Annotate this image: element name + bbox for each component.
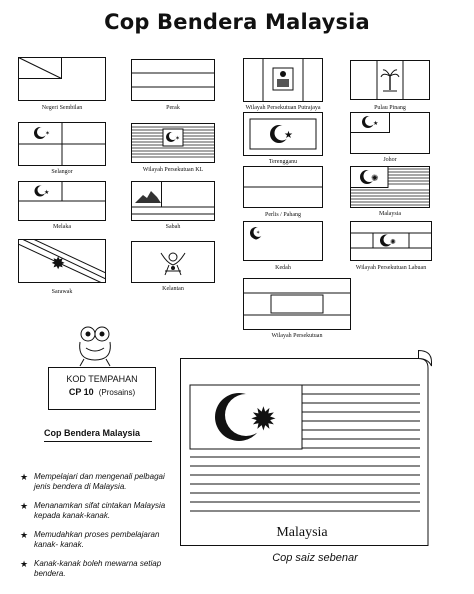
flag-selangor <box>18 122 106 166</box>
flag-melaka <box>18 181 106 221</box>
kod-code <box>49 387 155 397</box>
svg-text:✺: ✺ <box>371 173 379 183</box>
flag-perlis-pahang <box>243 166 323 208</box>
flag-kelantan <box>131 241 215 283</box>
subtitle-underline <box>44 441 152 442</box>
flag-putrajaya <box>243 58 323 102</box>
caption-sabah: Sabah <box>165 224 181 230</box>
big-flag-caption: Malaysia <box>276 525 328 540</box>
page-title: Cop Bendera Malaysia <box>104 10 370 34</box>
svg-text:✺: ✺ <box>390 239 396 246</box>
caption-negeri-sembilan: Negeri Sembilan <box>41 105 83 111</box>
list-item <box>20 472 180 492</box>
caption-perak: Perak <box>166 105 180 111</box>
caption-terengganu: Terengganu <box>268 159 298 165</box>
flag-labuan <box>350 221 432 261</box>
list-item <box>20 530 180 550</box>
caption-kl: Wilayah Persekutuan KL <box>142 167 204 173</box>
svg-text:★: ★ <box>284 130 293 141</box>
section-subtitle: Cop Bendera Malaysia <box>44 428 141 438</box>
star-bullet-icon: ★ <box>20 530 29 540</box>
caption-sarawak: Sarawak <box>51 289 73 295</box>
flag-kl <box>131 123 215 163</box>
big-stamp <box>176 348 438 550</box>
kod-tempahan-box <box>48 367 156 410</box>
svg-text:✶: ✶ <box>256 230 261 236</box>
flag-sabah <box>131 181 215 221</box>
list-item <box>20 559 180 579</box>
star-bullet-icon: ★ <box>20 472 29 482</box>
svg-text:✶: ✶ <box>45 131 51 137</box>
svg-text:★: ★ <box>44 190 50 196</box>
flag-johor <box>350 112 430 154</box>
svg-text:★: ★ <box>373 121 379 127</box>
caption-pulau-pinang: Pulau Pinang <box>374 105 406 111</box>
caption-kedah: Kedah <box>275 265 291 271</box>
caption-perlis-pahang: Perlis / Pahang <box>265 212 301 218</box>
caption-putrajaya: Wilayah Persekutuan Putrajaya <box>245 105 321 111</box>
flag-malaysia-small <box>350 166 430 208</box>
caption-kelantan: Kelantan <box>162 286 184 292</box>
flag-pulau-pinang <box>350 60 430 100</box>
bullet-text: Kanak-kanak boleh mewarna setiap bendera. <box>34 559 162 578</box>
caption-malaysia-small: Malaysia <box>379 211 401 217</box>
bullet-text: Mempelajari dan mengenali pelbagai jenis bendera di Malaysia. <box>34 472 165 491</box>
caption-persekutuan: Wilayah Persekutuan <box>271 333 323 339</box>
caption-melaka: Melaka <box>53 224 71 230</box>
actual-size-note: Cop saiz sebenar <box>272 552 358 564</box>
svg-text:✹: ✹ <box>250 401 277 437</box>
flag-sarawak <box>18 239 106 283</box>
kod-variant: (Prosains) <box>98 388 136 397</box>
kod-label: KOD TEMPAHAN <box>66 374 138 384</box>
flag-kedah <box>243 221 323 261</box>
star-bullet-icon: ★ <box>20 501 29 511</box>
list-item <box>20 501 180 521</box>
caption-selangor: Selangor <box>51 169 73 175</box>
bullet-text: Menanamkan sifat cintakan Malaysia kepada kanak-kanak. <box>34 501 166 520</box>
star-bullet-icon: ★ <box>20 559 29 569</box>
kod-code-value: CP 10 <box>68 387 94 397</box>
frog-mascot-icon <box>74 326 114 368</box>
caption-johor: Johor <box>383 157 397 163</box>
flag-terengganu <box>243 112 323 156</box>
caption-labuan: Wilayah Persekutuan Labuan <box>355 265 427 271</box>
bullet-text: Memudahkan proses pembelajaran kanak- kanak. <box>34 530 160 549</box>
bullet-list <box>20 472 180 588</box>
flag-persekutuan <box>243 278 351 330</box>
flag-negeri-sembilan <box>18 57 106 101</box>
flag-perak <box>131 59 215 101</box>
svg-text:✶: ✶ <box>175 136 181 142</box>
svg-text:✸: ✸ <box>51 254 66 273</box>
